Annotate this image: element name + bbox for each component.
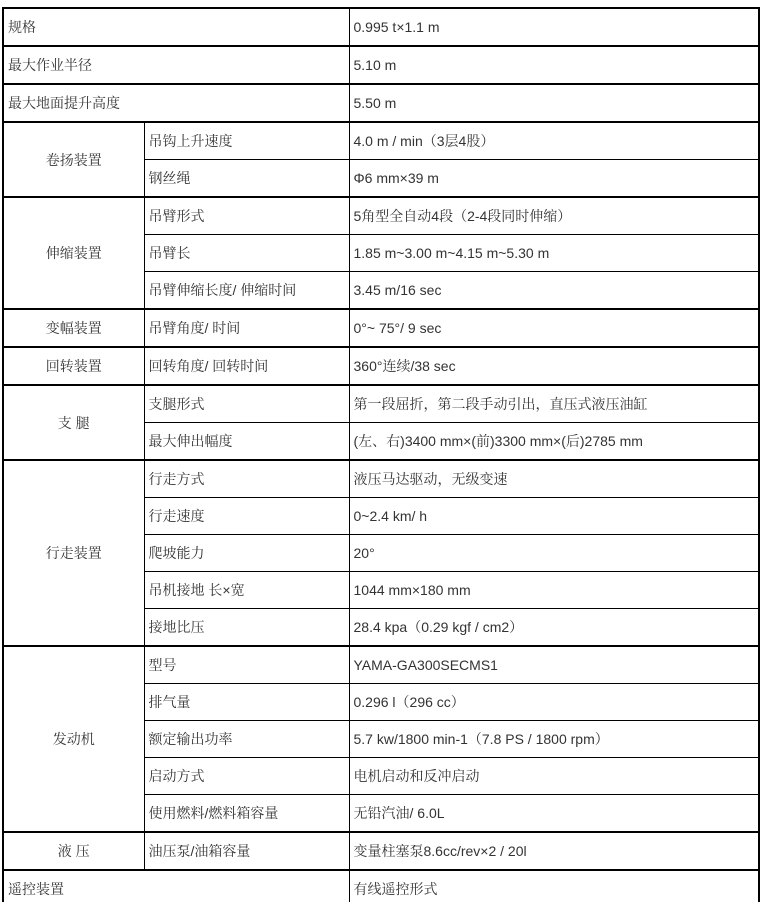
- spec-label-cell: 回转角度/ 回转时间: [144, 347, 349, 385]
- spec-category-cell: 卷扬装置: [3, 122, 144, 197]
- spec-value-cell: 1.85 m~3.00 m~4.15 m~5.30 m: [349, 235, 759, 272]
- spec-label-cell: 规格: [3, 8, 349, 46]
- table-row: [3, 8, 759, 46]
- spec-value-cell: 0~2.4 km/ h: [349, 498, 759, 535]
- table-row: [3, 870, 759, 902]
- spec-label-cell: 吊钩上升速度: [144, 122, 349, 160]
- spec-label-cell: 最大作业半径: [3, 46, 349, 84]
- spec-value-cell: 5.7 kw/1800 min-1（7.8 PS / 1800 rpm）: [349, 721, 759, 758]
- spec-label-cell: 吊臂长: [144, 235, 349, 272]
- table-row: [3, 460, 759, 498]
- spec-label-cell: 行走速度: [144, 498, 349, 535]
- spec-category-cell: 回转装置: [3, 347, 144, 385]
- table-row: [3, 385, 759, 423]
- spec-value-cell: 3.45 m/16 sec: [349, 272, 759, 310]
- spec-value-cell: 0.296 l（296 cc）: [349, 684, 759, 721]
- spec-value-cell: 1044 mm×180 mm: [349, 572, 759, 609]
- spec-label-cell: 额定输出功率: [144, 721, 349, 758]
- spec-label-cell: 吊臂伸缩长度/ 伸缩时间: [144, 272, 349, 310]
- table-row: [3, 122, 759, 160]
- spec-category-cell: 发动机: [3, 646, 144, 832]
- spec-category-cell: 行走装置: [3, 460, 144, 646]
- table-row: [3, 84, 759, 122]
- spec-value-cell: 电机启动和反冲启动: [349, 758, 759, 795]
- spec-label-cell: 最大地面提升高度: [3, 84, 349, 122]
- spec-value-cell: 无铅汽油/ 6.0L: [349, 795, 759, 833]
- spec-label-cell: 吊臂角度/ 时间: [144, 309, 349, 347]
- spec-value-cell: 5.10 m: [349, 46, 759, 84]
- spec-value-cell: (左、右)3400 mm×(前)3300 mm×(后)2785 mm: [349, 423, 759, 461]
- table-row: [3, 646, 759, 684]
- spec-label-cell: 吊臂形式: [144, 197, 349, 235]
- spec-label-cell: 行走方式: [144, 460, 349, 498]
- spec-value-cell: 5角型全自动4段（2-4段同时伸缩）: [349, 197, 759, 235]
- spec-category-cell: 变幅装置: [3, 309, 144, 347]
- table-row: [3, 197, 759, 235]
- spec-label-cell: 启动方式: [144, 758, 349, 795]
- spec-value-cell: 有线遥控形式: [349, 870, 759, 902]
- table-row: [3, 832, 759, 870]
- spec-value-cell: 5.50 m: [349, 84, 759, 122]
- spec-value-cell: 0.995 t×1.1 m: [349, 8, 759, 46]
- spec-value-cell: 第一段屈折，第二段手动引出，直压式液压油缸: [349, 385, 759, 423]
- spec-label-cell: 支腿形式: [144, 385, 349, 423]
- spec-label-cell: 爬坡能力: [144, 535, 349, 572]
- spec-value-cell: 360°连续/38 sec: [349, 347, 759, 385]
- spec-label-cell: 油压泵/油箱容量: [144, 832, 349, 870]
- spec-label-cell: 型号: [144, 646, 349, 684]
- spec-label-cell: 吊机接地 长×宽: [144, 572, 349, 609]
- spec-table: [2, 7, 760, 902]
- spec-label-cell: 使用燃料/燃料箱容量: [144, 795, 349, 833]
- spec-label-cell: 排气量: [144, 684, 349, 721]
- spec-category-cell: 液 压: [3, 832, 144, 870]
- spec-value-cell: 0°~ 75°/ 9 sec: [349, 309, 759, 347]
- spec-category-cell: 伸缩装置: [3, 197, 144, 309]
- spec-value-cell: 4.0 m / min（3层4股）: [349, 122, 759, 160]
- spec-value-cell: 液压马达驱动，无级变速: [349, 460, 759, 498]
- spec-value-cell: 变量柱塞泵8.6cc/rev×2 / 20l: [349, 832, 759, 870]
- table-row: [3, 46, 759, 84]
- table-row: [3, 347, 759, 385]
- spec-value-cell: 28.4 kpa（0.29 kgf / cm2）: [349, 609, 759, 647]
- spec-label-cell: 钢丝绳: [144, 160, 349, 198]
- spec-value-cell: 20°: [349, 535, 759, 572]
- spec-label-cell: 遥控装置: [3, 870, 349, 902]
- spec-category-cell: 支 腿: [3, 385, 144, 460]
- spec-label-cell: 接地比压: [144, 609, 349, 647]
- spec-label-cell: 最大伸出幅度: [144, 423, 349, 461]
- spec-value-cell: YAMA-GA300SECMS1: [349, 646, 759, 684]
- spec-value-cell: Φ6 mm×39 m: [349, 160, 759, 198]
- table-row: [3, 309, 759, 347]
